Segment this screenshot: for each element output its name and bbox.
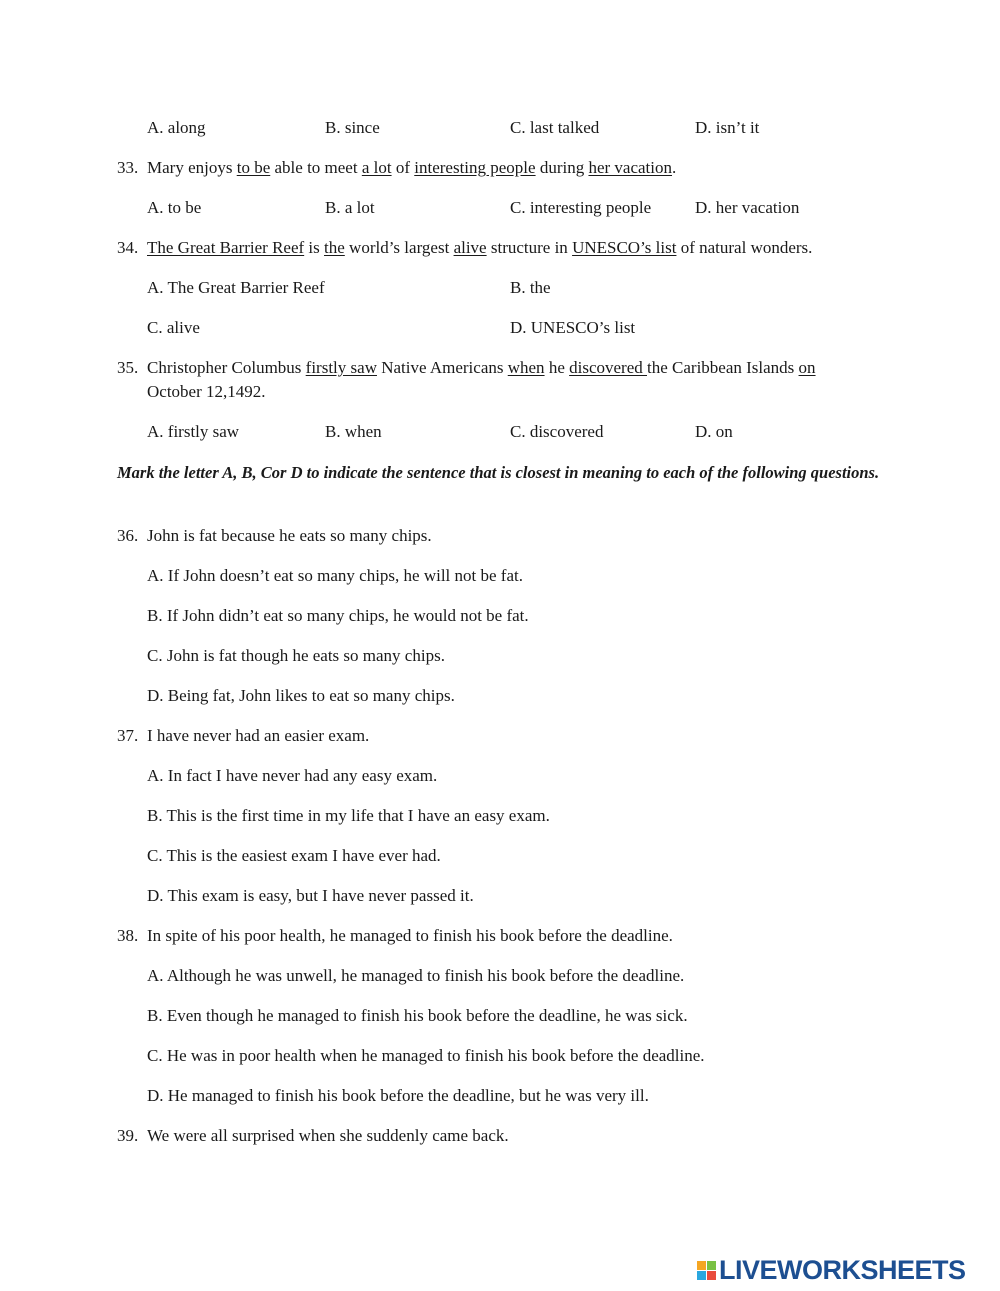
- q33-number: 33.: [117, 158, 139, 177]
- q37-option-c[interactable]: C. This is the easiest exam I have ever had.: [147, 846, 441, 865]
- q32-option-b[interactable]: B. since: [325, 118, 380, 137]
- q37-option-b[interactable]: B. This is the first time in my life that I have an easy exam.: [147, 806, 550, 825]
- q34-option-d[interactable]: D. UNESCO’s list: [510, 318, 636, 337]
- q34-stem: The Great Barrier Reef is the world’s largest alive structure in UNESCO’s list of natural wonders.: [147, 238, 813, 257]
- logo-block-e: [707, 1271, 716, 1280]
- q33-underlined-c: interesting people: [414, 158, 536, 177]
- q33-underlined-b: a lot: [361, 158, 392, 177]
- q35-stem: Christopher Columbus firstly saw Native Americans when he discovered the Caribbean Islands on: [147, 358, 816, 377]
- q34-underlined-d: UNESCO’s list: [572, 238, 677, 257]
- section-instruction: Mark the letter A, B, Cor D to indicate the sentence that is closest in meaning to each of the following questions.: [117, 463, 880, 482]
- q38-option-c[interactable]: C. He was in poor health when he managed to finish his book before the deadline.: [147, 1046, 705, 1065]
- q33-option-d[interactable]: D. her vacation: [695, 198, 800, 217]
- q34-option-c[interactable]: C. alive: [147, 318, 200, 337]
- q36-option-a[interactable]: A. If John doesn’t eat so many chips, he will not be fat.: [147, 566, 523, 585]
- q38-option-a[interactable]: A. Although he was unwell, he managed to finish his book before the deadline.: [147, 966, 685, 985]
- logo-block-i: [707, 1261, 716, 1270]
- logo-blocks-icon: [697, 1261, 716, 1280]
- q34-option-a[interactable]: A. The Great Barrier Reef: [147, 278, 325, 297]
- logo-block-v: [697, 1271, 706, 1280]
- q35-underlined-c: discovered: [569, 358, 647, 377]
- liveworksheets-logo: [697, 1256, 966, 1284]
- q38-number: 38.: [117, 926, 139, 945]
- q35-underlined-b: when: [507, 358, 545, 377]
- q35-stem-line2: October 12,1492.: [147, 382, 266, 401]
- logo-block-l: [697, 1261, 706, 1270]
- q36-option-c[interactable]: C. John is fat though he eats so many chips.: [147, 646, 445, 665]
- q34-underlined-b: the: [324, 238, 345, 257]
- q38-stem: In spite of his poor health, he managed to finish his book before the deadline.: [147, 926, 673, 945]
- q37-stem: I have never had an easier exam.: [147, 726, 370, 745]
- q33-underlined-d: her vacation: [588, 158, 673, 177]
- q36-number: 36.: [117, 526, 139, 545]
- q34-underlined-c: alive: [453, 238, 487, 257]
- q37-option-a[interactable]: A. In fact I have never had any easy exam.: [147, 766, 438, 785]
- q35-option-d[interactable]: D. on: [695, 422, 733, 441]
- logo-text: LIVEWORKSHEETS: [719, 1255, 966, 1285]
- q38-option-b[interactable]: B. Even though he managed to finish his book before the deadline, he was sick.: [147, 1006, 688, 1025]
- q35-underlined-a: firstly saw: [305, 358, 377, 377]
- q33-option-b[interactable]: B. a lot: [325, 198, 375, 217]
- q38-option-d[interactable]: D. He managed to finish his book before the deadline, but he was very ill.: [147, 1086, 649, 1105]
- q37-option-d[interactable]: D. This exam is easy, but I have never passed it.: [147, 886, 474, 905]
- q39-stem: We were all surprised when she suddenly came back.: [147, 1126, 509, 1145]
- q34-number: 34.: [117, 238, 139, 257]
- q37-number: 37.: [117, 726, 139, 745]
- q35-number: 35.: [117, 358, 139, 377]
- q33-stem: Mary enjoys to be able to meet a lot of interesting people during her vacation.: [147, 158, 677, 177]
- q36-option-d[interactable]: D. Being fat, John likes to eat so many chips.: [147, 686, 455, 705]
- q35-option-a[interactable]: A. firstly saw: [147, 422, 240, 441]
- q36-stem: John is fat because he eats so many chips.: [147, 526, 432, 545]
- q34-underlined-a: The Great Barrier Reef: [147, 238, 305, 257]
- q34-option-b[interactable]: B. the: [510, 278, 551, 297]
- q32-option-a[interactable]: A. along: [147, 118, 206, 137]
- q32-option-c[interactable]: C. last talked: [510, 118, 600, 137]
- q36-option-b[interactable]: B. If John didn’t eat so many chips, he would not be fat.: [147, 606, 529, 625]
- q32-option-d[interactable]: D. isn’t it: [695, 118, 760, 137]
- q33-option-a[interactable]: A. to be: [147, 198, 202, 217]
- q39-number: 39.: [117, 1126, 139, 1145]
- q33-option-c[interactable]: C. interesting people: [510, 198, 652, 217]
- q35-option-c[interactable]: C. discovered: [510, 422, 604, 441]
- q35-underlined-d: on: [798, 358, 816, 377]
- q33-underlined-a: to be: [236, 158, 271, 177]
- q35-option-b[interactable]: B. when: [325, 422, 382, 441]
